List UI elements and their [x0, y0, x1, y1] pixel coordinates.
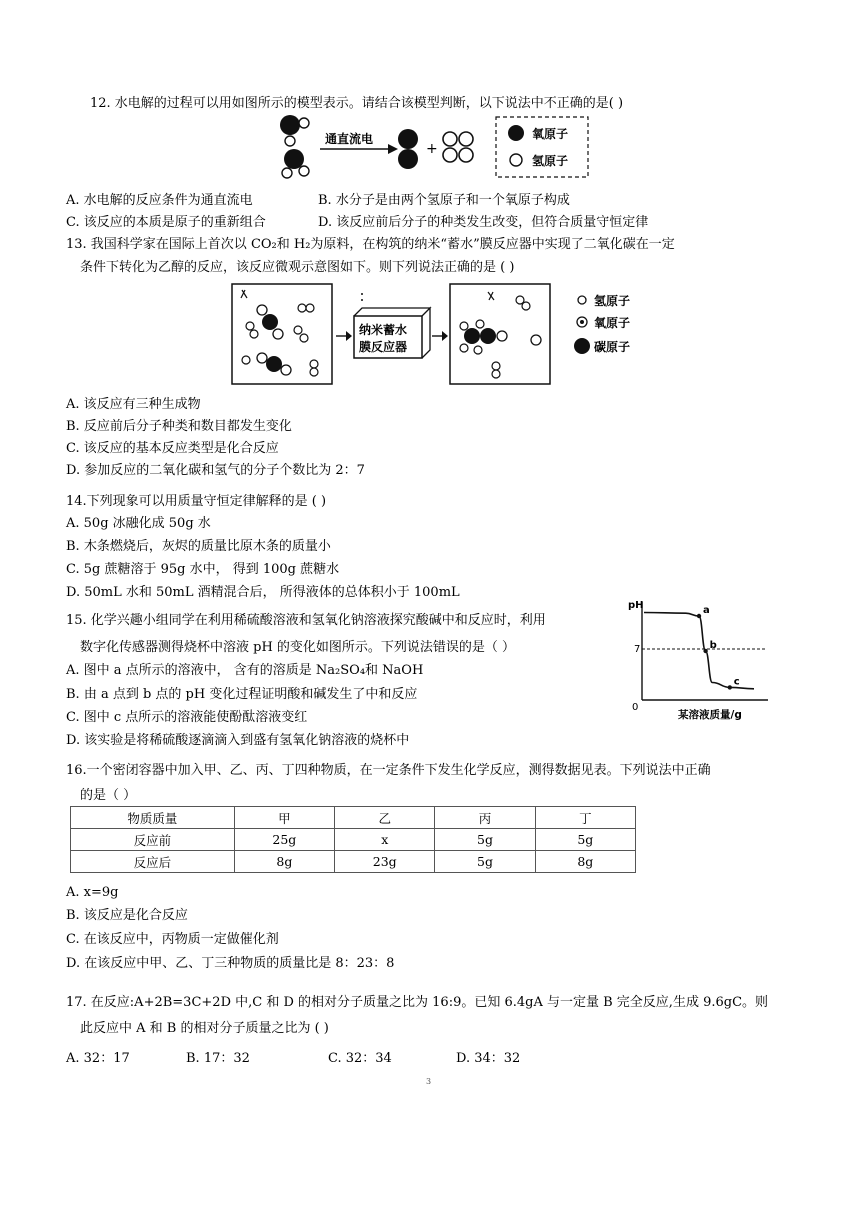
q14-option-b[interactable]: B. 木条燃烧后，灰烬的质量比原木条的质量小: [66, 539, 331, 554]
q16-option-a[interactable]: A. x=9g: [66, 885, 119, 900]
page-number: 3: [426, 1077, 432, 1086]
q14-option-c[interactable]: C. 5g 蔗糖溶于 95g 水中， 得到 100g 蔗糖水: [66, 562, 340, 577]
table-header-cell: 乙: [335, 807, 435, 829]
point-a-label: a: [703, 605, 710, 616]
q13-stem-line1: 13. 我国科学家在国际上首次以 CO₂和 H₂为原料，在构筑的纳米“蓄水”膜反应器中实现了二氧化碳在一定: [66, 237, 675, 252]
q13-option-d[interactable]: D. 参加反应的二氧化碳和氢气的分子个数比为 2：7: [66, 463, 365, 478]
q13-option-b[interactable]: B. 反应前后分子种类和数目都发生变化: [66, 419, 292, 434]
q16-option-c[interactable]: C. 在该反应中，丙物质一定做催化剂: [66, 932, 279, 947]
svg-text:膜反应器: 膜反应器: [359, 340, 408, 354]
molecule-oxygen-atom: [280, 115, 300, 135]
q13-option-a[interactable]: A. 该反应有三种生成物: [66, 397, 201, 412]
q15-option-c[interactable]: C. 图中 c 点所示的溶液能使酚酞溶液变红: [66, 710, 308, 725]
q12-option-a[interactable]: A. 水电解的反应条件为通直流电: [66, 193, 253, 208]
table-cell: 23g: [335, 851, 435, 873]
q13-stem-line2: 条件下转化为乙醇的反应，该反应微观示意图如下。则下列说法正确的是 ( ): [80, 260, 515, 275]
q13-option-c[interactable]: C. 该反应的基本反应类型是化合反应: [66, 441, 279, 456]
x-axis-label: 某溶液质量/g: [678, 709, 742, 721]
table-cell: 5g: [535, 829, 635, 851]
q17-stem-line2: 此反应中 A 和 B 的相对分子质量之比为 ( ): [80, 1021, 329, 1036]
svg-text:氧原子: 氧原子: [594, 316, 631, 330]
q17-option-c[interactable]: C. 32：34: [328, 1051, 392, 1066]
q14-stem: 14.下列现象可以用质量守恒定律解释的是 ( ): [66, 494, 327, 509]
q15-option-d[interactable]: D. 该实验是将稀硫酸逐滴滴入到盛有氢氧化钠溶液的烧杯中: [66, 733, 410, 748]
q16-stem-line2: 的是（ ）: [80, 788, 137, 803]
q17-option-b[interactable]: B. 17：32: [186, 1051, 250, 1066]
legend-box: [496, 117, 588, 177]
q16-option-b[interactable]: B. 该反应是化合反应: [66, 908, 188, 923]
q15-option-b[interactable]: B. 由 a 点到 b 点的 pH 变化过程证明酸和碱发生了中和反应: [66, 687, 418, 702]
q12-option-b[interactable]: B. 水分子是由两个氢原子和一个氧原子构成: [318, 193, 570, 208]
q15-stem-line2: 数字化传感器测得烧杯中溶液 pH 的变化如图所示。下列说法错误的是（ ）: [80, 640, 516, 655]
q13-reaction-figure: [228, 280, 648, 390]
q15-option-a[interactable]: A. 图中 a 点所示的溶液中， 含有的溶质是 Na₂SO₄和 NaOH: [66, 663, 424, 678]
table-cell: 25g: [234, 829, 334, 851]
table-row: [71, 851, 636, 873]
q14-option-d[interactable]: D. 50mL 水和 50mL 酒精混合后， 所得液体的总体积小于 100mL: [66, 585, 460, 600]
point-b-label: b: [709, 640, 717, 651]
table-header-cell: 丁: [535, 807, 635, 829]
table-cell: 8g: [535, 851, 635, 873]
table-cell: 反应后: [71, 851, 235, 873]
svg-text:纳米蓄水: 纳米蓄水: [359, 323, 408, 337]
q12-option-c[interactable]: C. 该反应的本质是原子的重新组合: [66, 215, 266, 230]
table-header-cell: 丙: [435, 807, 535, 829]
q12-option-d[interactable]: D. 该反应前后分子的种类发生改变，但符合质量守恒定律: [318, 215, 649, 230]
table-header-cell: 甲: [234, 807, 334, 829]
table-cell: 5g: [435, 829, 535, 851]
q12-electrolysis-figure: [278, 113, 598, 183]
svg-text:碳原子: 碳原子: [594, 340, 631, 354]
q17-stem-line1: 17. 在反应:A+2B=3C+2D 中,C 和 D 的相对分子质量之比为 16:9。已知 6.4gA 与一定量 B 完全反应,生成 9.6gC。则: [66, 995, 769, 1010]
svg-text:氧原子: 氧原子: [532, 127, 569, 141]
point-b: [703, 649, 707, 653]
table-cell: 反应前: [71, 829, 235, 851]
q14-option-a[interactable]: A. 50g 冰融化成 50g 水: [66, 516, 211, 531]
point-c-label: c: [733, 676, 740, 688]
q16-stem-line1: 16.一个密闭容器中加入甲、乙、丙、丁四种物质，在一定条件下发生化学反应，测得数据见表。下列说法中正确: [66, 763, 711, 778]
y-tick-label-7: 7: [634, 644, 641, 655]
y-axis-label: pH: [628, 600, 644, 611]
table-cell: 5g: [435, 851, 535, 873]
table-cell: x: [335, 829, 435, 851]
arrow-label: 通直流电: [325, 132, 374, 146]
table-row: [71, 829, 636, 851]
ph-chart: [626, 594, 772, 724]
origin-label: 0: [632, 702, 639, 713]
q12-stem: 12. 水电解的过程可以用如图所示的模型表示。请结合该模型判断，以下说法中不正确的是( ): [90, 96, 624, 111]
table-header-row: [71, 807, 636, 829]
svg-text:+: +: [426, 141, 438, 157]
q17-option-a[interactable]: A. 32：17: [66, 1051, 130, 1066]
table-cell: 8g: [234, 851, 334, 873]
point-a: [697, 614, 701, 618]
table-header-cell: 物质质量: [71, 807, 235, 829]
q16-option-d[interactable]: D. 在该反应中甲、乙、丁三种物质的质量比是 8：23：8: [66, 956, 395, 971]
q16-data-table: [70, 806, 636, 873]
q17-option-d[interactable]: D. 34：32: [456, 1051, 521, 1066]
q15-stem-line1: 15. 化学兴趣小组同学在利用稀硫酸溶液和氢氧化钠溶液探究酸碱中和反应时，利用: [66, 613, 546, 628]
point-c: [728, 685, 732, 689]
svg-text:氢原子: 氢原子: [532, 154, 569, 168]
svg-text:氢原子: 氢原子: [594, 294, 631, 308]
